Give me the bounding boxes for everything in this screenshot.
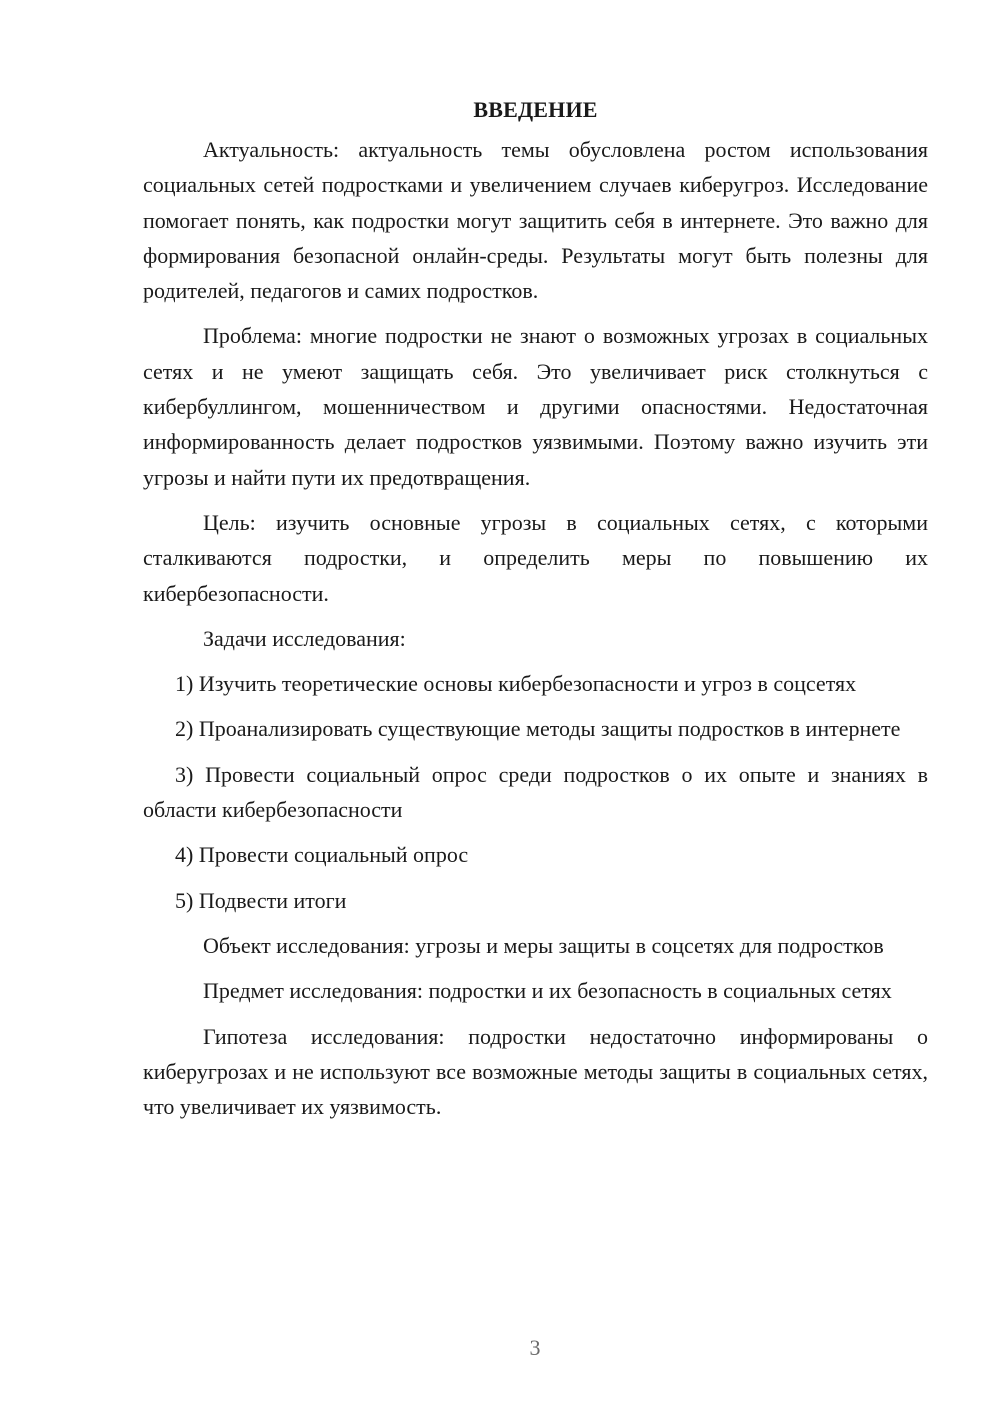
paragraph-subject: Предмет исследования: подростки и их безопасность в социальных сетях <box>203 978 892 1004</box>
task-item-5: 5) Подвести итоги <box>175 887 347 913</box>
paragraph-tasks-heading: Задачи исследования: <box>203 625 406 651</box>
task-item-2: 2) Проанализировать существующие методы защиты подростков в интернете <box>175 716 901 742</box>
paragraph-problem: Проблема: многие подростки не знают о возможных угрозах в социальных сетях и не умеют защищать себя. Это увеличивает риск столкнуться с кибербуллингом, мошенничеством и другими опасностями. Недостаточная информированность делает подростков уязвимыми. Поэтому важно изучить эти угрозы и найти пути их предотвращения. <box>143 323 928 490</box>
paragraph-relevance: Актуальность: актуальность темы обусловлена ростом использования социальных сетей подростками и увеличением случаев киберугроз. Исследование помогает понять, как подростки могут защитить себя в интернете. Это важно для формирования безопасной онлайн-среды. Результаты могут быть полезны для родителей, педагогов и самих подростков. <box>143 137 928 304</box>
task-item-1: 1) Изучить теоретические основы кибербезопасности и угроз в соцсетях <box>175 671 857 697</box>
page-title: ВВЕДЕНИЕ <box>473 97 598 122</box>
document-page <box>143 96 928 1134</box>
paragraph-goal: Цель: изучить основные угрозы в социальных сетях, с которыми сталкиваются подростки, и определить меры по повышению их кибербезопасности. <box>143 509 928 606</box>
task-item-4: 4) Провести социальный опрос <box>175 842 469 868</box>
paragraph-hypothesis: Гипотеза исследования: подростки недостаточно информированы о киберугрозах и не используют все возможные методы защиты в социальных сетях, что увеличивает их уязвимость. <box>143 1023 928 1120</box>
page-number: 3 <box>529 1335 541 1360</box>
task-item-3: 3) Провести социальный опрос среди подростков о их опыте и знаниях в области кибербезопасности <box>143 761 928 823</box>
paragraph-object: Объект исследования: угрозы и меры защиты в соцсетях для подростков <box>203 932 884 958</box>
